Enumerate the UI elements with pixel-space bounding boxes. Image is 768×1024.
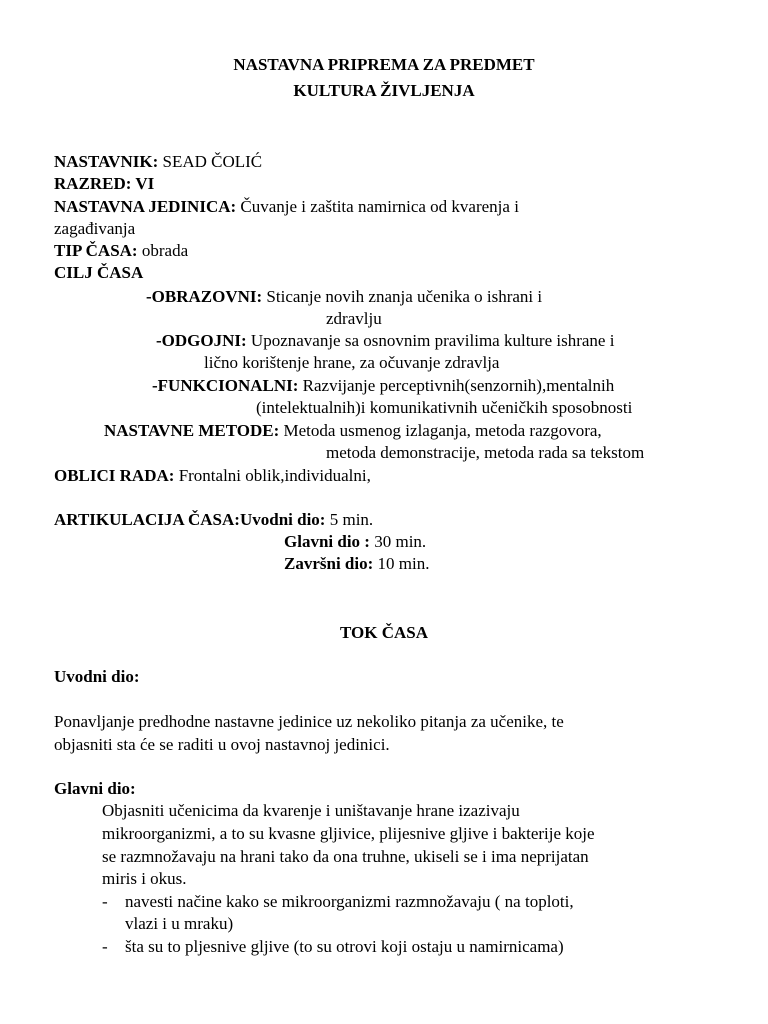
goal-educational-value-line2: zdravlju (326, 309, 382, 328)
bullet-1-line2: vlazi i u mraku) (125, 914, 234, 933)
goal-educational-label: -OBRAZOVNI: (146, 287, 263, 306)
bullet-2-line1: šta su to pljesnive gljive (to su otrovi koji ostaju u namirnicama) (125, 937, 564, 956)
bullet-1-marker: - (102, 892, 108, 911)
methods-value-line2: metoda demonstracije, metoda rada sa tekstom (326, 443, 645, 462)
goal-upbringing-value-line2: lično korištenje hrane, za očuvanje zdravlja (204, 353, 500, 372)
grade-row: RAZRED: VI (54, 174, 155, 193)
type-row (54, 240, 188, 262)
articulation-intro-label: Uvodni dio: (239, 510, 326, 529)
flow-main-heading: Glavni dio: (54, 779, 136, 798)
flow-intro-line2: objasniti sta će se raditi u ovoj nastavnoj jedinici. (54, 735, 390, 754)
goal-functional-label: -FUNKCIONALNI: (152, 376, 299, 395)
forms-value: Frontalni oblik,individualni, (174, 466, 371, 485)
goal-label: CILJ ČASA (54, 263, 144, 282)
bullet-1-line1: navesti načine kako se mikroorganizmi razmnožavaju ( na toploti, (125, 892, 574, 911)
articulation-final-label: Završni dio: (284, 554, 374, 573)
goal-upbringing-label: -ODGOJNI: (156, 331, 247, 350)
articulation-intro-value: 5 min. (325, 510, 374, 529)
forms-label: OBLICI RADA: (54, 466, 175, 485)
articulation-main-label: Glavni dio : (284, 532, 370, 551)
unit-value-line2: zagađivanja (54, 219, 136, 238)
type-value: obrada (137, 241, 189, 260)
flow-main-line: mikroorganizmi, a to su kvasne gljivice, plijesnive gljive i bakterije koje (102, 824, 595, 843)
flow-main-line: se razmnožavaju na hrani tako da ona truhne, ukiseli se i ima neprijatan (102, 847, 589, 866)
teacher-label: NASTAVNIK: (54, 152, 159, 171)
teacher-row (54, 151, 262, 173)
articulation-label: ARTIKULACIJA ČASA: (54, 510, 240, 529)
bullet-2-marker: - (102, 937, 108, 956)
forms-row (54, 465, 371, 487)
flow-main-line: Objasniti učenicima da kvarenje i uništavanje hrane izazivaju (102, 801, 520, 820)
unit-label: NASTAVNA JEDINICA: (54, 197, 237, 216)
methods-row (104, 420, 602, 442)
goal-upbringing-row (156, 330, 614, 352)
methods-label: NASTAVNE METODE: (104, 421, 280, 440)
methods-value-line1: Metoda usmenog izlaganja, metoda razgovora, (279, 421, 602, 440)
document-title-line1: NASTAVNA PRIPREMA ZA PREDMET (233, 55, 535, 74)
goal-functional-value-line2: (intelektualnih)i komunikativnih učeničkih sposobnosti (256, 398, 633, 417)
flow-intro-line1: Ponavljanje predhodne nastavne jedinice uz nekoliko pitanja za učenike, te (54, 712, 564, 731)
teacher-value: SEAD ČOLIĆ (158, 152, 263, 171)
unit-row (54, 196, 519, 218)
unit-value-line1: Čuvanje i zaštita namirnica od kvarenja i (236, 197, 519, 216)
goal-functional-row (152, 375, 614, 397)
flow-main-line: miris i okus. (102, 869, 187, 888)
articulation-final-row (284, 553, 429, 575)
articulation-main-value: 30 min. (369, 532, 427, 551)
flow-heading: TOK ČASA (339, 623, 428, 642)
goal-upbringing-value-line1: Upoznavanje sa osnovnim pravilima kulture ishrane i (246, 331, 615, 350)
type-label: TIP ČASA: (54, 241, 138, 260)
goal-functional-value-line1: Razvijanje perceptivnih(senzornih),mentalnih (298, 376, 615, 395)
articulation-main-row (284, 531, 426, 553)
articulation-row (54, 509, 373, 531)
goal-educational-value-line1: Sticanje novih znanja učenika o ishrani i (262, 287, 543, 306)
goal-educational-row (146, 286, 542, 308)
document-title-line2: KULTURA ŽIVLJENJA (293, 81, 475, 100)
flow-intro-heading: Uvodni dio: (54, 667, 140, 686)
articulation-final-value: 10 min. (373, 554, 430, 573)
